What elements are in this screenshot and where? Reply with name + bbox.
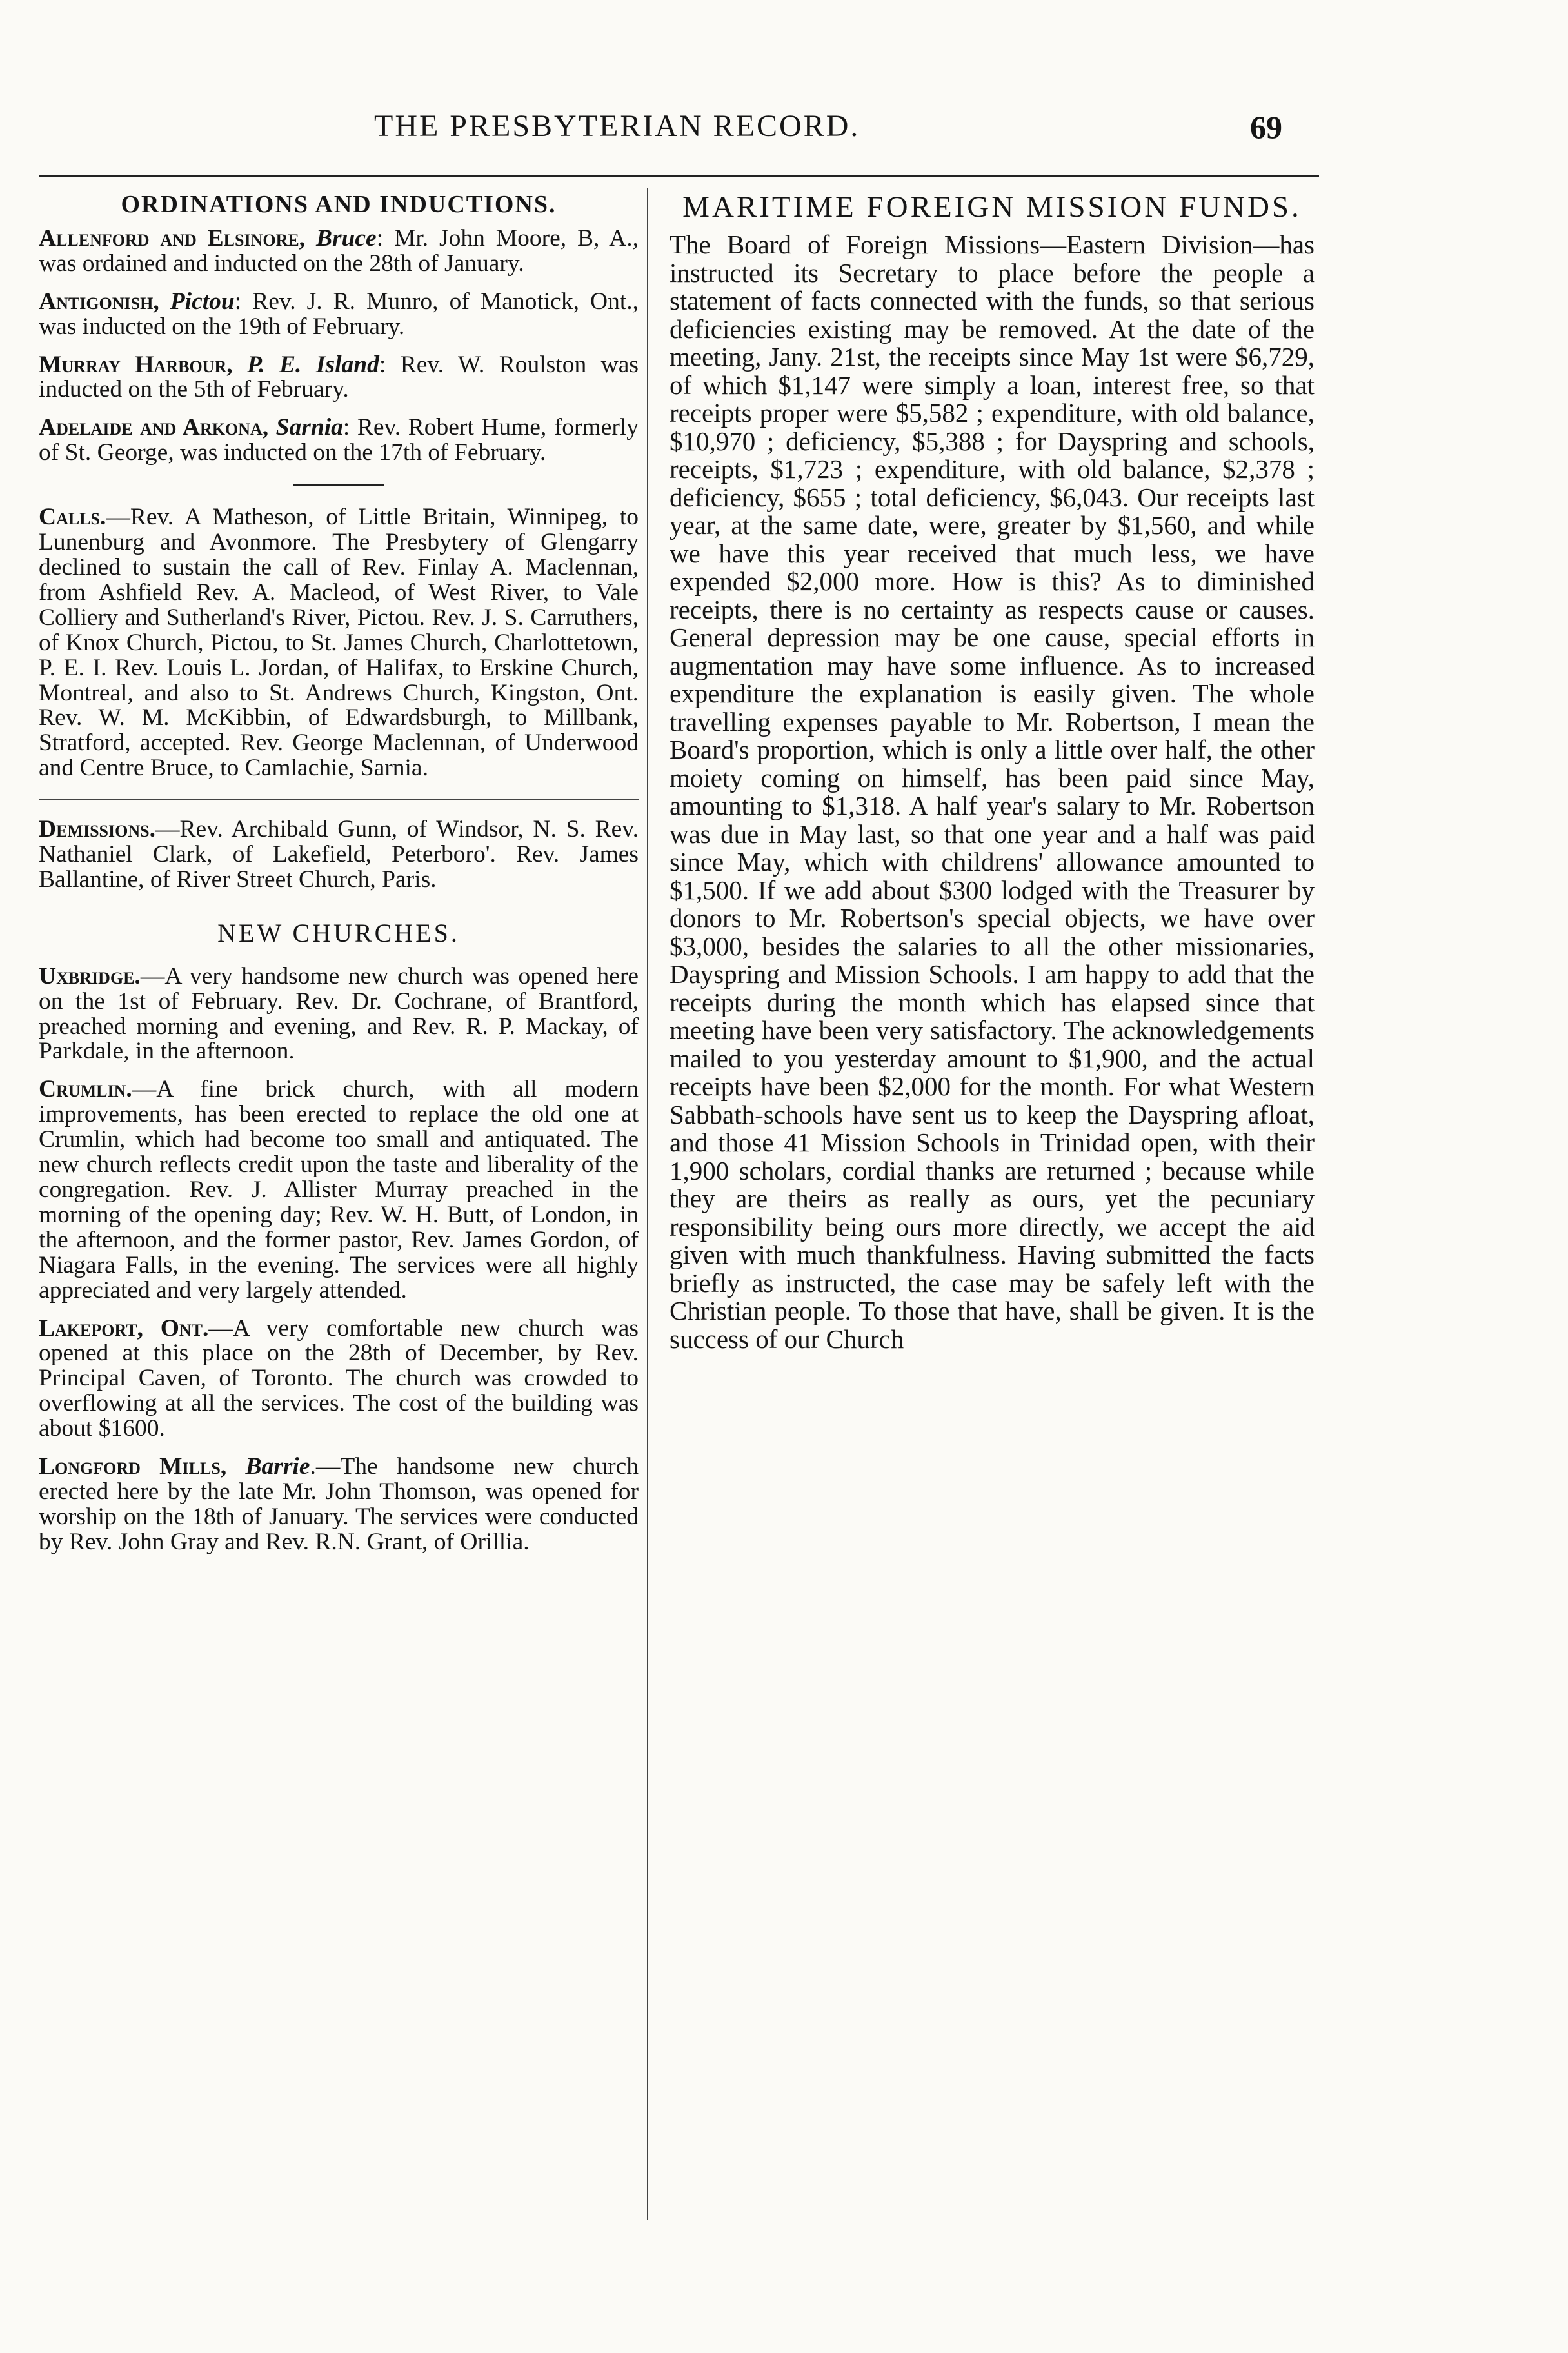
entry-text: —A very handsome new church was opened here on the 1st of February. Rev. Dr. Cochrane, of Brantford, preached morning and evening, and Rev. R. P. Mackay, of Parkdale, in the afternoon. xyxy=(39,962,639,1065)
entry-text: : Rev. W. Roulston was inducted on the 5th of February. xyxy=(39,351,639,403)
entry-place: Barrie xyxy=(245,1453,310,1480)
page-number: 69 xyxy=(1250,109,1282,145)
entry-lead: Longford Mills, xyxy=(39,1453,227,1480)
entry-place: Bruce xyxy=(315,224,377,252)
church-entry xyxy=(39,1316,639,1442)
church-entry xyxy=(39,1077,639,1303)
entry-place: Pictou xyxy=(170,288,235,315)
ordination-entry xyxy=(39,353,639,403)
maritime-funds-heading: MARITIME FOREIGN MISSION FUNDS. xyxy=(682,190,1302,224)
entry-lead: Antigonish, xyxy=(39,288,159,315)
page-header xyxy=(0,108,1568,166)
header-rule xyxy=(39,175,1319,177)
entry-text: .—The handsome new church erected here by the late Mr. John Thomson, was opened for worship on the 18th of January. The services were conducted by Rev. John Gray and Rev. R.N. Grant, of Orillia. xyxy=(39,1453,639,1555)
ordination-entry xyxy=(39,415,639,466)
entry-lead: Adelaide and Arkona, xyxy=(39,414,269,441)
column-divider xyxy=(647,188,648,2220)
right-column xyxy=(670,188,1315,2188)
entry-lead: Murray Harbour, xyxy=(39,351,233,378)
entry-text: —A very comfortable new church was opened at this place on the 28th of December, by Rev. Principal Caven, of Toronto. The church was crowded to overflowing at all the services. The cost of the building was about $1600. xyxy=(39,1315,639,1442)
church-entry xyxy=(39,1454,639,1555)
demissions-lead: Demissions. xyxy=(39,816,155,843)
section-rule xyxy=(39,799,639,800)
demissions-paragraph xyxy=(39,817,639,893)
entry-text: : Mr. John Moore, B, A., was ordained and inducted on the 28th of January. xyxy=(39,224,639,277)
left-column xyxy=(39,188,639,2059)
running-title: THE PRESBYTERIAN RECORD. xyxy=(374,109,860,143)
calls-paragraph xyxy=(39,505,639,781)
entry-place: Sarnia xyxy=(275,414,343,441)
ordination-entry xyxy=(39,290,639,340)
ordinations-heading: ORDINATIONS AND INDUCTIONS. xyxy=(121,191,557,218)
entry-lead: Uxbridge. xyxy=(39,962,141,989)
entry-place: P. E. Island xyxy=(247,351,379,378)
entry-lead: Crumlin. xyxy=(39,1076,132,1103)
entry-lead: Lakeport, Ont. xyxy=(39,1315,209,1342)
section-rule xyxy=(293,484,384,486)
ordination-entry xyxy=(39,226,639,277)
entry-lead: Allenford and Elsinore, xyxy=(39,224,306,252)
entry-text: —A fine brick church, with all modern improvements, has been erected to replace the old one at Crumlin, which had become too small and antiquated. The new church reflects credit upon the taste and liberality of the congregation. Rev. J. Allister Murray preached in the morning of the opening day; Rev. W. H. Butt, of London, in the afternoon, and the former pastor, Rev. James Gordon, of Niagara Falls, in the evening. The services were all highly appreciated and very largely attended. xyxy=(39,1076,639,1304)
entry-text: : Rev. J. R. Munro, of Manotick, Ont., was inducted on the 19th of February. xyxy=(39,288,639,340)
entry-text: : Rev. Robert Hume, formerly of St. George, was inducted on the 17th of February. xyxy=(39,414,639,466)
church-entry xyxy=(39,964,639,1065)
calls-text: —Rev. A Matheson, of Little Britain, Winnipeg, to Lunenburg and Avonmore. The Presbytery of Glengarry declined to sustain the call of Rev. Finlay A. Maclennan, from Ashfield Rev. A. Macleod, of West River, to Vale Colliery and Sutherland's River, Pictou. Rev. J. S. Carruthers, of Knox Church, Pictou, to St. James Church, Charlottetown, P. E. I. Rev. Louis L. Jordan, of Halifax, to Erskine Church, Montreal, and also to St. Andrews Church, Kingston, Ont. Rev. W. M. McKibbin, of Edwardsburgh, to Millbank, Stratford, accepted. Rev. George Maclennan, of Underwood and Centre Bruce, to Camlachie, Sarnia. xyxy=(39,504,639,782)
calls-lead: Calls. xyxy=(39,504,106,531)
new-churches-heading: NEW CHURCHES. xyxy=(217,918,460,948)
maritime-funds-body: The Board of Foreign Missions—Eastern Division—has instructed its Secretary to place before the people a statement of facts connected with the funds, so that serious deficiencies existing may be removed. At the date of the meeting, Jany. 21st, the receipts since May 1st were $6,729, of which $1,147 were simply a loan, interest free, so that receipts proper were $5,582 ; expenditure, with old balance, $10,970 ; deficiency, $5,388 ; for Dayspring and schools, receipts, $1,723 ; expenditure, with old balance, $2,378 ; deficiency, $655 ; total deficiency, $6,043. Our receipts last year, at the same date, were, greater by $1,560, and while we have this year received that much less, we have expended $2,000 more. How is this? As to diminished receipts, there is no certainty as respects cause or causes. General depression may be one cause, special efforts in augmentation may have some influence. As to increased expenditure the explanation is easily given. The whole travelling expenses payable to Mr. Robertson, I mean the Board's proportion, which is only a little over half, the other moiety coming on himself, has been paid since May, amounting to $1,318. A half year's salary to Mr. Robertson was due in May last, so that one year and a half was paid since May, which with childrens' allowance amounted to $1,500. If we add about $300 lodged with the Treasurer by donors to Mr. Robertson's special objects, we have over $3,000, besides the salaries to all the other missionaries, Dayspring and Mission Schools. I am happy to add that the receipts during the month which has elapsed since that meeting have been very satisfactory. The acknowledgements mailed to you yesterday amount to $1,900, and the actual receipts have been $2,000 for the month. For what Western Sabbath-schools have sent us to keep the Dayspring afloat, and those 41 Mission Schools in Trinidad open, with their 1,900 scholars, cordial thanks are returned ; because while they are theirs as really as ours, yet the pecuniary responsibility being ours more directly, we accept the aid given with much thankfulness. Having submitted the facts briefly as instructed, the case may be safely left with the Christian people. To those that have, shall be given. It is the success of our Church xyxy=(670,230,1315,1354)
demissions-text: —Rev. Archibald Gunn, of Windsor, N. S. Rev. Nathaniel Clark, of Lakefield, Peterboro'. Rev. James Ballantine, of River Street Church, Paris. xyxy=(39,816,639,893)
